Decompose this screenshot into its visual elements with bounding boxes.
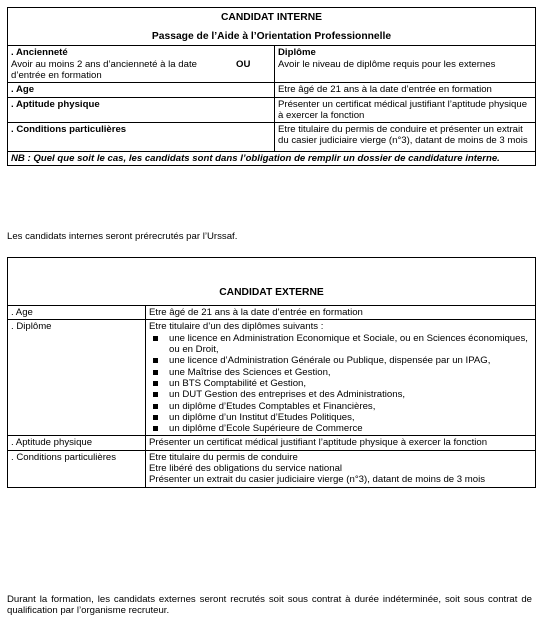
internal-note: Les candidats internes seront prérecrutés par l’Urssaf.	[7, 231, 238, 242]
ext-conditions-line: Etre titulaire du permis de conduire	[149, 451, 298, 463]
ext-age-text: Etre âgé de 21 ans à la date d’entrée en formation	[146, 306, 536, 320]
diplome-heading: Diplôme	[278, 47, 316, 59]
ext-aptitude-label: . Aptitude physique	[8, 436, 146, 450]
aptitude-text: Présenter un certificat médical justifiant l’aptitude physique à exercer la fonction	[275, 97, 536, 123]
ext-conditions-cell	[146, 450, 536, 487]
external-note: Durant la formation, les candidats externes seront recrutés soit sous contrat à durée indéterminée, soit sous contrat de qualification par l’organisme recruteur.	[7, 594, 532, 617]
external-candidate-table	[7, 257, 536, 488]
list-item: un diplôme d’un Institut d’Etudes Politiques,	[149, 412, 532, 423]
list-item: un diplôme d’Etudes Comptables et Financières,	[149, 401, 532, 412]
nb-note: NB : Quel que soit le cas, les candidats sont dans l’obligation de remplir un dossier de candidature interne.	[8, 151, 536, 165]
ext-diplome-label: . Diplôme	[8, 320, 146, 436]
internal-title: CANDIDAT INTERNE	[220, 12, 323, 23]
conditions-text: Etre titulaire du permis de conduire et présenter un extrait du casier judiciaire vierge (n°3), datant de moins de 3 mois	[275, 123, 536, 152]
ext-conditions-line: Etre libéré des obligations du service national	[149, 463, 343, 475]
anciennete-cell	[8, 46, 213, 83]
aptitude-label: . Aptitude physique	[8, 97, 275, 123]
anciennete-heading: . Ancienneté	[11, 47, 68, 59]
internal-title-cell	[8, 8, 536, 46]
diplome-cell	[275, 46, 536, 83]
external-title: CANDIDAT EXTERNE	[8, 258, 536, 306]
ext-conditions-label: . Conditions particulières	[8, 450, 146, 487]
list-item: un diplôme d’Ecole Supérieure de Commerce	[149, 423, 532, 434]
ext-diplome-cell	[146, 320, 536, 436]
ext-aptitude-text: Présenter un certificat médical justifiant l’aptitude physique à exercer la fonction	[146, 436, 536, 450]
diploma-list	[149, 333, 532, 435]
list-item: un DUT Gestion des entreprises et des Administrations,	[149, 389, 532, 400]
list-item: un BTS Comptabilité et Gestion,	[149, 378, 532, 389]
internal-subtitle: Passage de l’Aide à l’Orientation Professionnelle	[151, 31, 392, 43]
ext-diplome-intro: Etre titulaire d’un des diplômes suivants :	[149, 321, 324, 333]
anciennete-text: Avoir au moins 2 ans d’ancienneté à la date d’entrée en formation	[11, 58, 197, 81]
conditions-label: . Conditions particulières	[8, 123, 275, 152]
ext-age-label: . Age	[8, 306, 146, 320]
list-item: une licence d’Administration Générale ou Publique, dispensée par un IPAG,	[149, 355, 532, 366]
age-label: . Age	[8, 83, 275, 97]
or-separator: OU	[213, 46, 275, 83]
diplome-text: Avoir le niveau de diplôme requis pour les externes	[278, 58, 496, 70]
ext-conditions-line: Présenter un extrait du casier judiciaire vierge (n°3), datant de moins de 3 mois	[149, 474, 486, 486]
internal-candidate-table	[7, 7, 536, 166]
age-text: Etre âgé de 21 ans à la date d’entrée en formation	[275, 83, 536, 97]
list-item: une licence en Administration Economique et Sociale, ou en Sciences économiques, ou en Droit,	[149, 333, 532, 356]
list-item: une Maîtrise des Sciences et Gestion,	[149, 367, 532, 378]
